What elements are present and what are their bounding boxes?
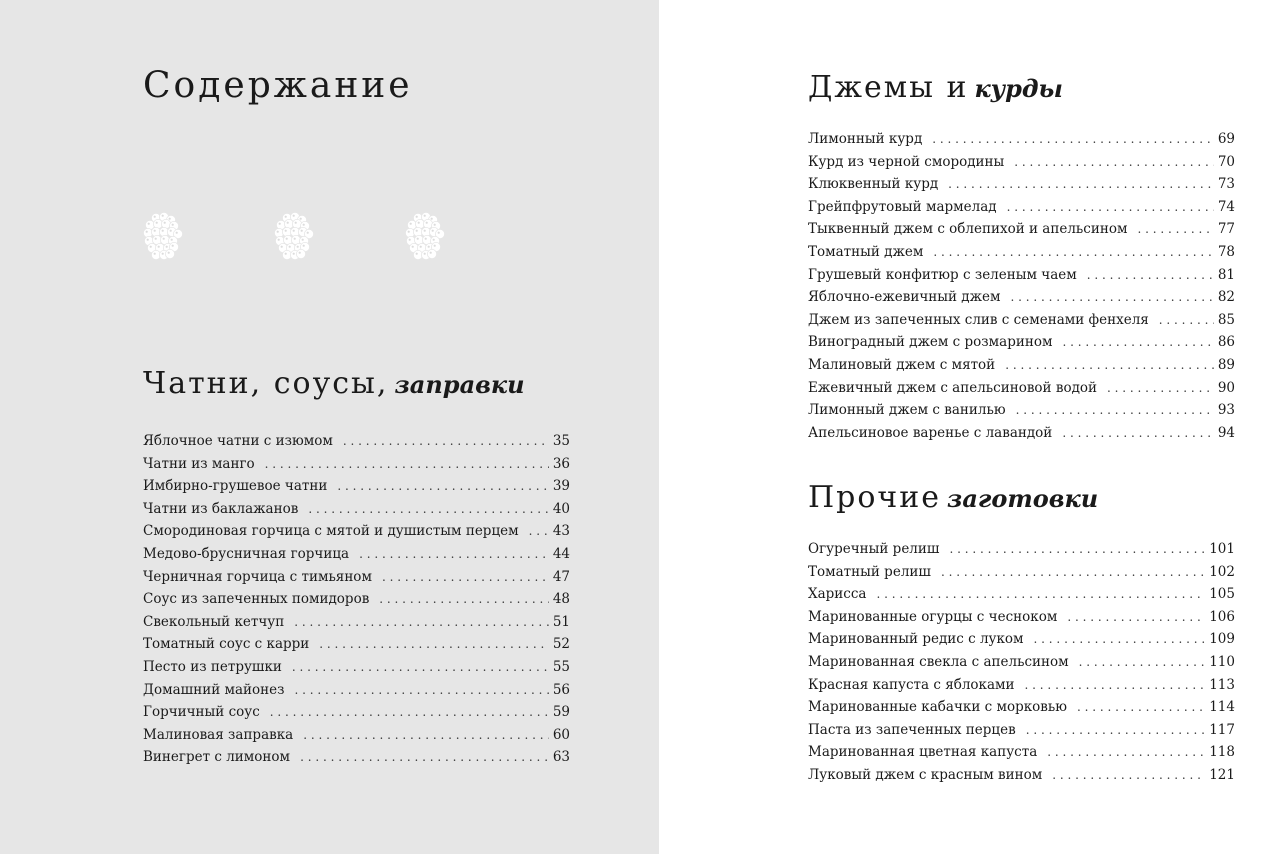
section-title-chutneys — [143, 364, 525, 405]
dot-leader — [1011, 290, 1214, 304]
toc-entry-page-number: 77 — [1217, 221, 1235, 238]
raspberry-icon — [402, 210, 446, 264]
toc-entry-page-number: 105 — [1209, 586, 1235, 603]
toc-entry-title: Томатный соус с карри — [143, 636, 310, 653]
dot-leader — [1014, 155, 1214, 169]
dot-leader — [319, 637, 549, 651]
toc-entry — [808, 289, 1235, 312]
toc-entry — [143, 478, 570, 501]
dot-leader — [300, 750, 549, 764]
toc-entry-title: Лимонный курд — [808, 131, 923, 147]
page-title: Содержание — [143, 65, 413, 106]
toc-entry-title: Смородиновая горчица с мятой и душистым перцем — [143, 523, 519, 540]
toc-entry-page-number: 51 — [552, 613, 570, 630]
toc-entry-page-number: 39 — [552, 478, 570, 495]
dot-leader — [1047, 745, 1205, 759]
toc-entry-page-number: 86 — [1217, 334, 1235, 351]
toc-entry-page-number: 69 — [1217, 131, 1235, 147]
toc-entry-page-number: 73 — [1217, 176, 1235, 193]
dot-leader — [292, 660, 549, 674]
toc-entry-title: Соус из запеченных помидоров — [143, 591, 370, 608]
toc-entry-title: Грейпфрутовый мармелад — [808, 198, 997, 215]
raspberry-icon — [271, 210, 315, 264]
toc-entry-page-number: 82 — [1217, 289, 1235, 306]
toc-entry-page-number: 55 — [552, 658, 570, 675]
toc-entry — [808, 357, 1235, 380]
toc-entry — [808, 176, 1235, 199]
toc-entry-title: Малиновая заправка — [143, 726, 294, 743]
dot-leader — [294, 615, 549, 629]
toc-entry-title: Маринованная свекла с апельсином — [808, 653, 1069, 670]
toc-entry — [808, 154, 1235, 177]
toc-entry-page-number: 35 — [552, 433, 570, 449]
toc-entry — [808, 402, 1235, 425]
dot-leader — [949, 542, 1205, 556]
toc-entry-title: Томатный релиш — [808, 563, 931, 580]
dot-leader — [1005, 358, 1214, 372]
toc-entry-title: Чатни из баклажанов — [143, 500, 299, 517]
dot-leader — [1107, 381, 1214, 395]
toc-entry-title: Винегрет с лимоном — [143, 749, 291, 766]
toc-entry — [143, 704, 570, 727]
toc-entry — [143, 569, 570, 592]
dot-leader — [270, 705, 549, 719]
toc-entry-page-number: 109 — [1209, 631, 1235, 648]
dot-leader — [529, 524, 549, 538]
toc-entry — [143, 636, 570, 659]
toc-entry — [808, 564, 1235, 587]
dot-leader — [1026, 723, 1206, 737]
toc-entry — [808, 722, 1235, 745]
toc-entry-title: Малиновый джем с мятой — [808, 356, 996, 373]
section-title-plain: Прочие — [808, 480, 942, 515]
dot-leader — [303, 728, 549, 742]
toc-entry — [143, 614, 570, 637]
toc-entry-title: Огуречный релиш — [808, 541, 940, 557]
toc-entry-title: Маринованные огурцы с чесноком — [808, 608, 1058, 625]
toc-entry-title: Апельсиновое варенье с лавандой — [808, 424, 1053, 441]
toc-entry-page-number: 90 — [1217, 379, 1235, 396]
toc-entry-title: Имбирно-грушевое чатни — [143, 478, 328, 495]
toc-entry-title: Ежевичный джем с апельсиновой водой — [808, 379, 1098, 396]
section-title-plain: Джемы и — [808, 70, 969, 105]
toc-entry-page-number: 117 — [1209, 721, 1235, 738]
toc-entry-title: Луковый джем с красным вином — [808, 766, 1043, 783]
toc-entry — [808, 699, 1235, 722]
dot-leader — [379, 592, 549, 606]
toc-entry-page-number: 47 — [552, 568, 570, 585]
toc-entry-title: Горчичный соус — [143, 704, 260, 721]
toc-entry — [808, 654, 1235, 677]
toc-entry — [808, 334, 1235, 357]
toc-entry-title: Песто из петрушки — [143, 658, 282, 675]
raspberry-icon — [140, 210, 184, 264]
toc-entry-page-number: 70 — [1217, 153, 1235, 170]
section-title-script: курды — [974, 74, 1063, 103]
toc-entry-title: Харисса — [808, 586, 867, 603]
dot-leader — [1034, 632, 1206, 646]
toc-entry — [808, 312, 1235, 335]
toc-entry-title: Паста из запеченных перцев — [808, 721, 1016, 738]
section-title-script: заготовки — [947, 484, 1099, 513]
toc-entry-page-number: 114 — [1209, 699, 1235, 716]
toc-list-chutneys — [143, 433, 570, 772]
toc-entry-page-number: 110 — [1209, 653, 1235, 670]
toc-entry-title: Лимонный джем с ванилью — [808, 402, 1006, 419]
toc-entry-title: Виноградный джем с розмарином — [808, 334, 1053, 351]
toc-entry-page-number: 102 — [1209, 563, 1235, 580]
toc-entry — [143, 546, 570, 569]
toc-entry — [143, 433, 570, 456]
toc-entry — [143, 749, 570, 772]
toc-entry-title: Красная капуста с яблоками — [808, 676, 1015, 693]
toc-entry-page-number: 81 — [1217, 266, 1235, 283]
toc-entry — [808, 380, 1235, 403]
toc-entry-page-number: 94 — [1217, 424, 1235, 441]
toc-entry — [143, 501, 570, 524]
toc-entry — [808, 744, 1235, 767]
dot-leader — [1062, 335, 1213, 349]
toc-entry-title: Томатный джем — [808, 243, 924, 260]
toc-entry-page-number: 118 — [1209, 744, 1235, 761]
dot-leader — [1016, 403, 1214, 417]
section-title-script: заправки — [394, 370, 525, 399]
toc-entry-page-number: 56 — [552, 681, 570, 698]
toc-entry-title: Черничная горчица с тимьяном — [143, 568, 372, 585]
dot-leader — [948, 177, 1214, 191]
dot-leader — [1087, 268, 1214, 282]
toc-entry-title: Джем из запеченных слив с семенами фенхеля — [808, 311, 1149, 328]
toc-entry — [808, 131, 1235, 154]
section-title-plain: Чатни, соусы, — [143, 366, 389, 401]
toc-entry-page-number: 60 — [552, 726, 570, 743]
dot-leader — [1007, 200, 1214, 214]
toc-entry-title: Свекольный кетчуп — [143, 613, 285, 630]
toc-entry-page-number: 44 — [552, 545, 570, 562]
dot-leader — [337, 479, 548, 493]
section-title-jams — [808, 68, 1063, 109]
toc-list-jams — [808, 131, 1235, 447]
dot-leader — [1159, 313, 1214, 327]
toc-entry — [808, 199, 1235, 222]
toc-entry-title: Медово-брусничная горчица — [143, 545, 350, 562]
dot-leader — [1062, 426, 1214, 440]
toc-entry-page-number: 74 — [1217, 198, 1235, 215]
toc-entry-title: Яблочное чатни с изюмом — [143, 433, 333, 449]
toc-entry-page-number: 89 — [1217, 356, 1235, 373]
dot-leader — [932, 132, 1214, 146]
toc-entry — [808, 244, 1235, 267]
toc-entry — [143, 523, 570, 546]
toc-entry — [808, 609, 1235, 632]
dot-leader — [359, 547, 549, 561]
dot-leader — [1077, 700, 1205, 714]
dot-leader — [941, 565, 1205, 579]
toc-entry-title: Маринованная цветная капуста — [808, 744, 1038, 761]
toc-entry — [143, 456, 570, 479]
dot-leader — [343, 434, 549, 448]
toc-entry-title: Грушевый конфитюр с зеленым чаем — [808, 266, 1077, 283]
dot-leader — [1052, 768, 1205, 782]
toc-entry — [808, 677, 1235, 700]
toc-entry — [143, 682, 570, 705]
toc-entry-page-number: 85 — [1217, 311, 1235, 328]
dot-leader — [1025, 678, 1206, 692]
toc-entry-title: Курд из черной смородины — [808, 153, 1005, 170]
toc-entry-page-number: 43 — [552, 523, 570, 540]
toc-entry — [808, 425, 1235, 448]
toc-entry-title: Клюквенный курд — [808, 176, 939, 193]
toc-list-other — [808, 541, 1235, 790]
toc-entry-page-number: 78 — [1217, 243, 1235, 260]
toc-entry-page-number: 36 — [552, 455, 570, 472]
toc-entry-title: Тыквенный джем с облепихой и апельсином — [808, 221, 1128, 238]
toc-entry — [808, 631, 1235, 654]
toc-entry — [808, 267, 1235, 290]
toc-entry — [808, 767, 1235, 790]
toc-entry-title: Домашний майонез — [143, 681, 285, 698]
decorative-berries — [0, 210, 659, 270]
toc-entry-title: Маринованный редис с луком — [808, 631, 1024, 648]
dot-leader — [1079, 655, 1206, 669]
dot-leader — [308, 502, 548, 516]
toc-entry-title: Яблочно-ежевичный джем — [808, 289, 1001, 306]
dot-leader — [876, 587, 1205, 601]
toc-entry-page-number: 52 — [552, 636, 570, 653]
toc-entry — [143, 591, 570, 614]
dot-leader — [1067, 610, 1205, 624]
toc-entry — [808, 586, 1235, 609]
toc-entry-page-number: 106 — [1209, 608, 1235, 625]
toc-entry-title: Чатни из манго — [143, 455, 255, 472]
toc-entry-page-number: 113 — [1209, 676, 1235, 693]
toc-entry-page-number: 63 — [552, 749, 570, 766]
dot-leader — [295, 683, 549, 697]
toc-entry — [143, 659, 570, 682]
right-page — [659, 0, 1280, 854]
dot-leader — [1137, 222, 1213, 236]
toc-entry-page-number: 48 — [552, 591, 570, 608]
dot-leader — [933, 245, 1213, 259]
toc-entry-title: Маринованные кабачки с морковью — [808, 699, 1068, 716]
dot-leader — [382, 570, 549, 584]
toc-entry — [808, 221, 1235, 244]
dot-leader — [265, 457, 549, 471]
section-title-other — [808, 478, 1098, 519]
toc-entry-page-number: 121 — [1209, 766, 1235, 783]
toc-entry-page-number: 40 — [552, 500, 570, 517]
toc-entry-page-number: 93 — [1217, 402, 1235, 419]
toc-entry — [143, 727, 570, 750]
toc-entry-page-number: 59 — [552, 704, 570, 721]
toc-entry — [808, 541, 1235, 564]
toc-entry-page-number: 101 — [1209, 541, 1235, 557]
